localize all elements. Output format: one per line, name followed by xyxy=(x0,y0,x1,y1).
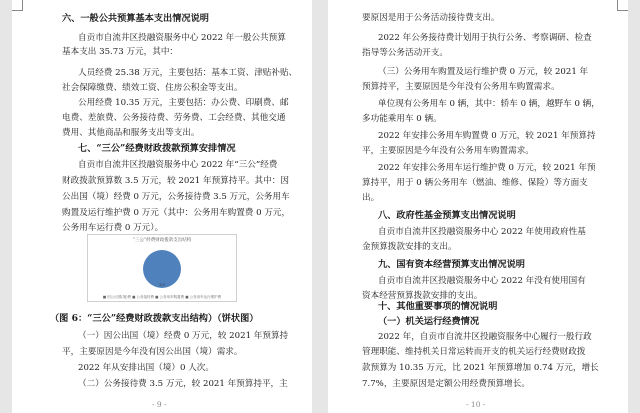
paragraph-line: 平，主要原因是今年没有公务用车购置需求。 xyxy=(362,146,534,156)
paragraph-line: （一）因公出国（境）经费 0 万元，较 2021 年预算持 xyxy=(78,331,289,341)
chart-title: “三公”经费财政拨款支出结构 xyxy=(132,238,192,243)
paragraph-line: 平，主要原因是今年没有因公出国（境）需求。 xyxy=(62,347,243,357)
page-number: - 9 - xyxy=(152,400,167,409)
pie-chart-svg xyxy=(88,235,236,301)
paragraph-line: 自贡市自流井区投融资服务中心 2022 年一般公共预算 xyxy=(78,33,286,43)
paragraph-line: 人员经费 25.38 万元，主要包括：基本工资、津贴补贴、 xyxy=(78,68,298,78)
paragraph-line: 出。 xyxy=(362,193,380,203)
crop-mark xyxy=(12,0,23,11)
document-page-10 xyxy=(328,0,628,413)
paragraph-line: 公出国（境）经费 0 万元，公务接待费 3.5 万元，公务用车 xyxy=(62,192,290,202)
paragraph-line: 管理职能、维持机关日常运转而开支的机关运行经费财政拨 xyxy=(362,347,586,357)
paragraph-line: 预算持平，主要原因是今年没有公务用车购置需求。 xyxy=(362,82,560,92)
paragraph-line: 指导等公务活动开支。 xyxy=(362,48,448,58)
paragraph-line: 7.7%，主要原因是定额公用经费预算增长。 xyxy=(362,379,530,389)
paragraph-line: 自贡市自流井区投融资服务中心 2022 年“三公”经费 xyxy=(78,160,278,170)
paragraph-line: 财政拨款预算数 3.5 万元，较 2021 年预算持平。其中：因 xyxy=(62,176,289,186)
paragraph-line: 资本经营预算拨款安排的支出。 xyxy=(362,291,483,301)
paragraph-line: 电费、差旅费、公务接待费、劳务费、工会经费、其他交通 xyxy=(62,113,286,123)
paragraph-line: （三）公务用车购置及运行维护费 0 万元，较 2021 年 xyxy=(378,67,589,77)
paragraph-line: 2022 年安排公务用车运行维护费 0 万元，较 2021 年预 xyxy=(378,163,596,173)
paragraph-line: 社会保障缴费、绩效工资、住房公积金等支出。 xyxy=(62,83,243,93)
paragraph-line: 公用经费 10.35 万元，主要包括：办公费、印刷费、邮 xyxy=(78,98,289,108)
paragraph-line: 2022 年公务接待费计划用于执行公务、考察调研、检查 xyxy=(378,33,592,43)
subsection-heading: （一）机关运行经费情况 xyxy=(378,316,480,327)
paragraph-line: 自贡市自流井区投融资服务中心 2022 年使用政府性基 xyxy=(378,227,586,237)
document-page-9 xyxy=(12,0,312,413)
paragraph-line: （二）公务接待费 3.5 万元，较 2021 年预算持平，主 xyxy=(78,379,288,389)
paragraph-line: 2022 年从安排出国（境）0 人次。 xyxy=(78,363,214,373)
paragraph-line: 多功能乘用车 0 辆。 xyxy=(362,114,442,124)
paragraph-line: 基本支出 35.73 万元，其中： xyxy=(62,47,179,57)
section-heading-6: 六、一般公共预算基本支出情况说明 xyxy=(62,13,209,24)
crop-mark xyxy=(617,0,628,11)
pie-chart xyxy=(87,234,237,302)
pie-data-label: 3.5 xyxy=(159,283,165,287)
page-number: - 10 - xyxy=(466,400,486,409)
paragraph-line: 2022 年安排公务用车购置费 0 万元，较 2021 年预算持 xyxy=(378,131,596,141)
section-heading-10: 十、其他重要事项的情况说明 xyxy=(378,301,498,312)
paragraph-line: 单位现有公务用车 0 辆，其中：轿车 0 辆，越野车 0 辆， xyxy=(378,99,600,109)
paragraph-line: 款预算为 10.35 万元，比 2021 年预算增加 0.74 万元，增长 xyxy=(362,363,599,373)
section-heading-7: 七、“三公”经费财政拨款预算安排情况 xyxy=(78,143,236,154)
paragraph-line: 费用、其他商品和服务支出等支出。 xyxy=(62,128,200,138)
paragraph-line: 购置及运行维护费 0 万元（其中：公务用车购置费 0 万元， xyxy=(62,208,291,218)
paragraph-line: 公务用车运行费 0 万元）。 xyxy=(62,223,164,233)
chart-legend: ■ 因公出国(境)费 ■ 公务接待费 ■ 公务用车购置费 ■ 公务用车运行维护费 xyxy=(102,295,222,299)
section-heading-8: 八、政府性基金预算支出情况说明 xyxy=(378,210,516,221)
paragraph-line: 2022 年，自贡市自流井区投融资服务中心履行一般行政 xyxy=(378,332,592,342)
paragraph-line: 要原因是用于公务活动接待费支出。 xyxy=(362,13,500,23)
figure-caption: （图 6：“三公”经费财政拨款支出结构）（饼状图） xyxy=(50,313,259,324)
paragraph-line: 金预算拨款安排的支出。 xyxy=(362,242,457,252)
paragraph-line: 算持平，用于 0 辆公务用车（燃油、维修、保险）等方面支 xyxy=(362,178,588,188)
section-heading-9: 九、国有资本经营预算支出情况说明 xyxy=(378,259,525,270)
paragraph-line: 自贡市自流井区投融资服务中心 2022 年没有使用国有 xyxy=(378,276,586,286)
